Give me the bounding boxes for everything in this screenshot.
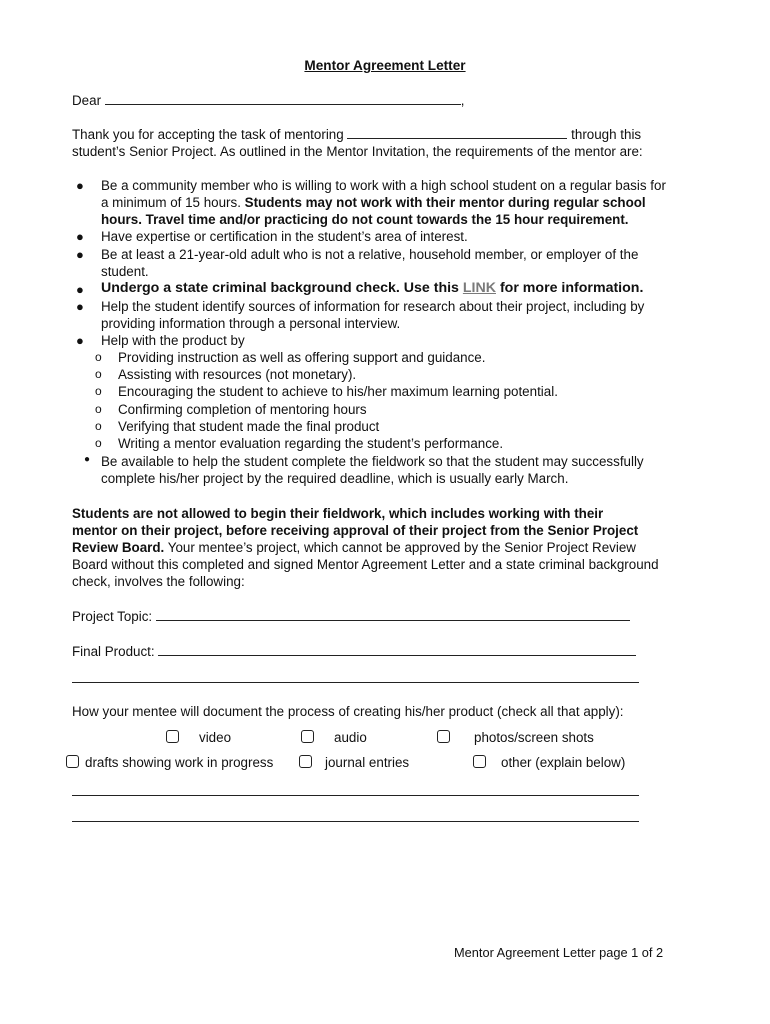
circle-bullet-icon: o (95, 350, 102, 364)
requirement-5-line-1: Help the student identify sources of information for research about their project, including by (101, 299, 645, 314)
drafts-checkbox[interactable] (66, 755, 79, 768)
bullet-icon: ● (76, 247, 84, 262)
drafts-option-label: drafts showing work in progress (85, 755, 274, 770)
journal-checkbox[interactable] (299, 755, 312, 768)
final-product-field[interactable] (158, 643, 636, 656)
video-option-label: video (199, 730, 232, 745)
dear-label: Dear (72, 93, 102, 108)
notice-review-board: Review Board. (72, 540, 165, 555)
journal-option-label: journal entries (325, 755, 410, 770)
requirement-3-line-2: student. (101, 264, 149, 279)
audio-option-label: audio (334, 730, 367, 745)
requirement-1-line-2 (101, 194, 646, 211)
other-checkbox[interactable] (473, 755, 486, 768)
other-option-label: other (explain below) (501, 755, 626, 770)
intro-text-part1: Thank you for accepting the task of mentoring (72, 127, 344, 142)
bullet-icon: ● (76, 282, 84, 297)
photos-checkbox[interactable] (437, 730, 450, 743)
circle-bullet-icon: o (95, 436, 102, 450)
requirement-4-after: for more information. (496, 280, 644, 296)
requirement-7-line-1: Be available to help the student complete the fieldwork so that the student may successfully (101, 454, 644, 469)
requirement-7-line-2: complete his/her project by the required deadline, which is usually early March. (101, 471, 569, 486)
circle-bullet-icon: o (95, 367, 102, 381)
sub-item-5: Verifying that student made the final product (118, 419, 380, 434)
requirement-5-line-2: providing information through a personal interview. (101, 316, 401, 331)
circle-bullet-icon: o (95, 384, 102, 398)
intro-line-2: student’s Senior Project. As outlined in the Mentor Invitation, the requirements of the mentor are: (72, 144, 643, 159)
explanation-line-2[interactable] (72, 821, 639, 822)
requirement-1-plain: a minimum of 15 hours. (101, 195, 245, 210)
final-product-extra-line[interactable] (72, 682, 639, 683)
audio-checkbox[interactable] (301, 730, 314, 743)
requirement-1-line-1: Be a community member who is willing to work with a high school student on a regular basis for (101, 178, 666, 193)
intro-line-1 (72, 126, 641, 143)
final-product-label: Final Product: (72, 644, 155, 659)
salutation (72, 92, 465, 109)
page-footer: Mentor Agreement Letter page 1 of 2 (454, 945, 664, 960)
project-topic-row (72, 608, 630, 625)
bullet-icon: ● (76, 229, 84, 244)
video-checkbox[interactable] (166, 730, 179, 743)
project-topic-label: Project Topic: (72, 609, 153, 624)
sub-item-3: Encouraging the student to achieve to his/her maximum learning potential. (118, 384, 558, 399)
final-product-row (72, 643, 636, 660)
notice-line-5: check, involves the following: (72, 574, 245, 589)
dear-suffix: , (460, 93, 465, 108)
bullet-icon: ● (76, 299, 84, 314)
student-name-field[interactable] (347, 126, 567, 139)
background-check-link[interactable]: LINK (462, 280, 496, 296)
sub-item-6: Writing a mentor evaluation regarding the student’s performance. (118, 436, 504, 451)
project-topic-field[interactable] (156, 608, 630, 621)
documentation-prompt: How your mentee will document the process of creating his/her product (check all that apply): (72, 704, 624, 719)
requirement-6: Help with the product by (101, 333, 245, 348)
circle-bullet-icon: o (95, 419, 102, 433)
bullet-icon: ● (76, 333, 84, 348)
notice-line-3-plain: Your mentee’s project, which cannot be approved by the Senior Project Review (164, 540, 636, 555)
notice-line-4: Board without this completed and signed Mentor Agreement Letter and a state criminal background (72, 557, 659, 572)
photos-option-label: photos/screen shots (474, 730, 594, 745)
notice-line-2: mentor on their project, before receiving approval of their project from the Senior Project (72, 523, 639, 538)
bullet-icon: ● (76, 178, 84, 193)
bullet-icon: ● (84, 454, 91, 465)
mentor-name-field[interactable] (105, 92, 461, 105)
requirement-4-before: Undergo a state criminal background check. Use this (101, 280, 463, 296)
requirement-1-line-3: hours. Travel time and/or practicing do not count towards the 15 hour requirement. (101, 212, 629, 227)
intro-text-part2: through this (571, 127, 642, 142)
notice-line-3 (72, 539, 636, 556)
requirement-2: Have expertise or certification in the student’s area of interest. (101, 229, 468, 244)
sub-item-2: Assisting with resources (not monetary). (118, 367, 357, 382)
requirement-1-bold: Students may not work with their mentor during regular school (244, 195, 646, 210)
page-title: Mentor Agreement Letter (304, 58, 466, 73)
explanation-line-1[interactable] (72, 795, 639, 796)
requirement-3-line-1: Be at least a 21-year-old adult who is not a relative, household member, or employer of the (101, 247, 639, 262)
requirement-4 (101, 280, 643, 297)
circle-bullet-icon: o (95, 402, 102, 416)
notice-line-1: Students are not allowed to begin their fieldwork, which includes working with their (72, 506, 604, 521)
sub-item-4: Confirming completion of mentoring hours (118, 402, 367, 417)
sub-item-1: Providing instruction as well as offering support and guidance. (118, 350, 486, 365)
